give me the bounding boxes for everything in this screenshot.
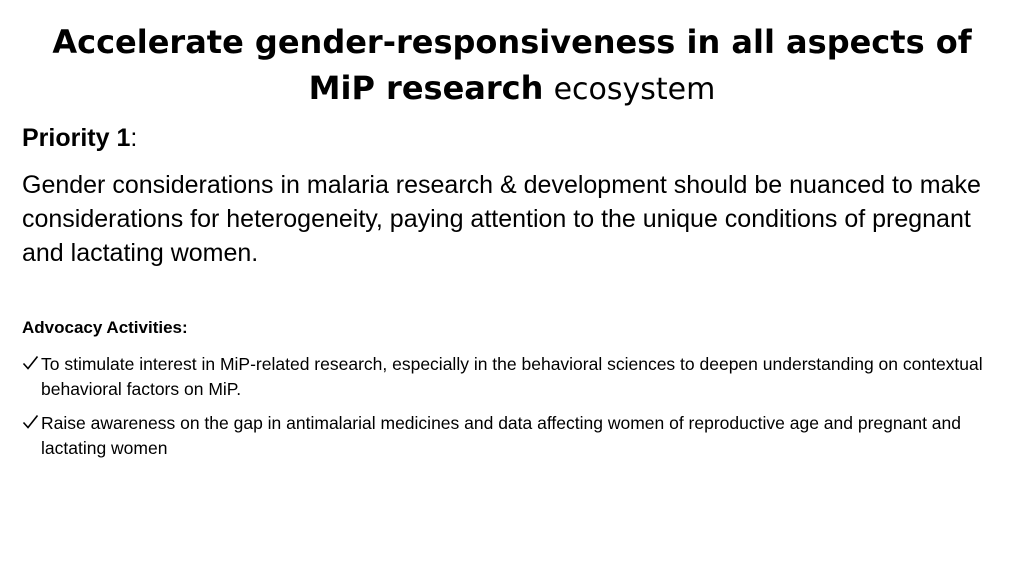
priority-label: Priority 1 <box>22 124 131 152</box>
advocacy-item-2 <box>22 411 1007 461</box>
slide-title <box>20 22 1004 114</box>
priority-statement: Gender considerations in malaria research & development should be nuanced to make considerations for heterogeneity, paying attention to the unique conditions of pregnant and lactating women. <box>22 171 981 267</box>
advocacy-heading: Advocacy Activities: <box>22 318 188 337</box>
checkmark-icon <box>22 414 39 430</box>
title-bold-part: Accelerate gender-responsiveness in all aspects of MiP research <box>52 23 972 107</box>
priority-colon: : <box>130 124 138 152</box>
title-light-part: ecosystem <box>553 72 716 107</box>
advocacy-list <box>22 352 1007 470</box>
priority-heading <box>22 124 137 153</box>
advocacy-item-text: Raise awareness on the gap in antimalarial medicines and data affecting women of reproductive age and pregnant and lactating women <box>41 413 961 458</box>
checkmark-icon <box>22 355 39 371</box>
advocacy-item-1 <box>22 352 1007 402</box>
advocacy-item-text: To stimulate interest in MiP-related research, especially in the behavioral sciences to deepen understanding on contextual behavioral factors on MiP. <box>41 354 983 399</box>
